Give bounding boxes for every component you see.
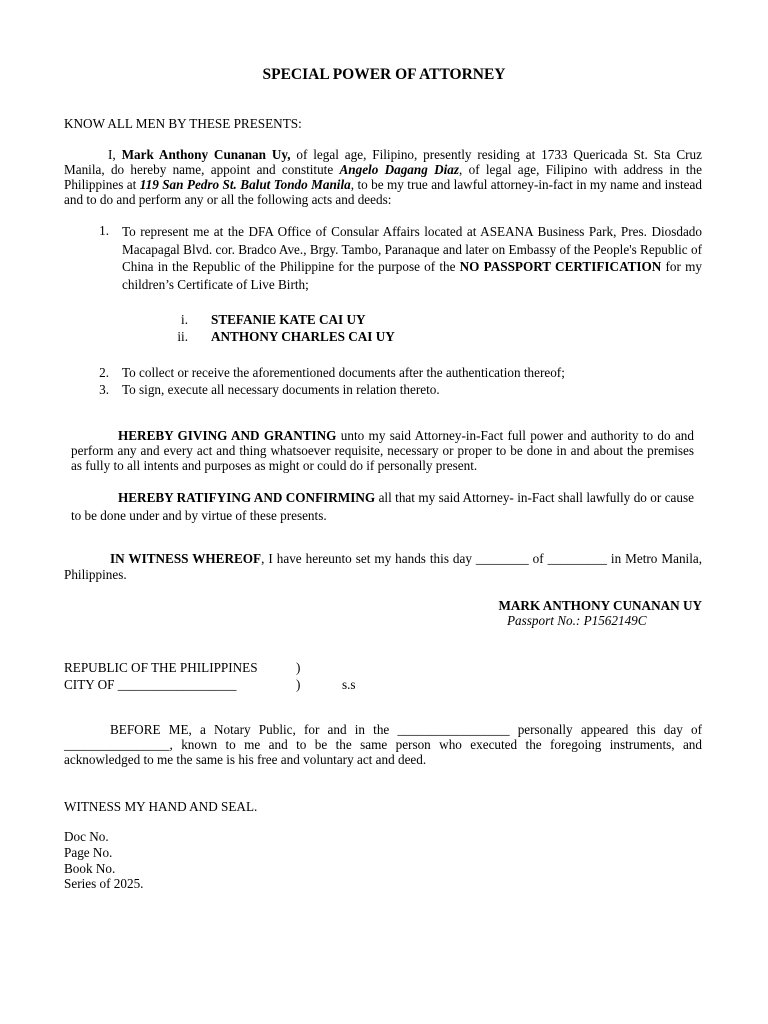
intro-text-3: , of legal age, Filipino with address in the Philippines at <box>64 162 702 192</box>
item-text: To represent me at the DFA Office of Consular Affairs located at ASEANA Business Park, Pres. Diosdado Macapagal Blvd. cor. Bradco Ave., Brgy. Tambo, Paranaque and later on Embassy of the People's Republic of China in the Republic of the Philippine for the purpose of the <box>122 224 702 275</box>
granting-paragraph <box>71 428 694 473</box>
signatory-name: MARK ANTHONY CUNANAN UY <box>498 598 702 613</box>
witness-seal: WITNESS MY HAND AND SEAL. <box>64 799 258 814</box>
child-numeral: i. <box>181 312 188 327</box>
item-number: 3. <box>99 382 109 397</box>
venue-city: CITY OF __________________ <box>64 677 237 692</box>
list-item: To collect or receive the aforementioned documents after the authentication thereof; <box>122 365 565 380</box>
intro-text-1: I, <box>108 147 122 162</box>
document-title: SPECIAL POWER OF ATTORNEY <box>262 66 506 83</box>
item-emphasis: NO PASSPORT CERTIFICATION <box>459 259 662 275</box>
intro-text-4: , to be my true and lawful attorney-in-fact in my name and instead and to do and perform any or all the following acts and deeds: <box>64 177 702 207</box>
principal-name: Mark Anthony Cunanan Uy, <box>121 147 291 162</box>
list-item: To sign, execute all necessary documents in relation thereto. <box>122 382 440 397</box>
opening-line: KNOW ALL MEN BY THESE PRESENTS: <box>64 116 302 131</box>
witness-paragraph <box>64 551 702 583</box>
item-number: 1. <box>99 223 109 238</box>
series-year: Series of 2025. <box>64 876 144 891</box>
venue-paren: ) <box>296 677 301 692</box>
child-numeral: ii. <box>177 329 188 344</box>
intro-text-2: of legal age, Filipino, presently residing at 1733 Quericada St. Sta Cruz Manila, do hereby name, appoint and constitute <box>64 147 702 177</box>
list-item <box>122 223 702 293</box>
ratifying-lead: HEREBY RATIFYING AND CONFIRMING <box>118 490 376 505</box>
passport-number: Passport No.: P1562149C <box>507 613 647 628</box>
ratifying-text: all that my said Attorney- in-Fact shall lawfully do or cause to be done under and by virtue of these presents. <box>71 490 694 523</box>
venue-paren: ) <box>296 660 301 675</box>
acknowledgment-paragraph: BEFORE ME, a Notary Public, for and in the _________________ personally appeared this day of ________________, known to me and to be the same person who executed the foregoing instruments, and acknowledged to me the same is his free and voluntary act and deed. <box>64 722 702 767</box>
witness-text: , I have hereunto set my hands this day ________ of _________ in Metro Manila, Philippines. <box>64 551 703 582</box>
intro-paragraph <box>64 147 702 207</box>
item-text: for my children’s Certificate of Live Birth; <box>122 259 702 292</box>
doc-no: Doc No. <box>64 829 109 844</box>
witness-lead: IN WITNESS WHEREOF <box>110 551 262 566</box>
venue-ss: s.s <box>342 677 356 692</box>
granting-lead: HEREBY GIVING AND GRANTING <box>118 428 337 443</box>
attorney-name: Angelo Dagang Diaz <box>339 162 460 177</box>
attorney-address: 119 San Pedro St. Balut Tondo Manila <box>139 177 351 192</box>
child-name: STEFANIE KATE CAI UY <box>211 312 366 327</box>
child-name: ANTHONY CHARLES CAI UY <box>211 329 395 344</box>
venue-republic: REPUBLIC OF THE PHILIPPINES <box>64 660 258 675</box>
ratifying-paragraph <box>71 489 694 525</box>
item-number: 2. <box>99 365 109 380</box>
book-no: Book No. <box>64 861 116 876</box>
granting-text: unto my said Attorney-in-Fact full power and authority to do and perform any and every act and thing whatsoever requisite, necessary or proper to be done in and about the premises as fully to all intents and purposes as might or could do if personally present. <box>71 428 694 473</box>
page-no: Page No. <box>64 845 113 860</box>
